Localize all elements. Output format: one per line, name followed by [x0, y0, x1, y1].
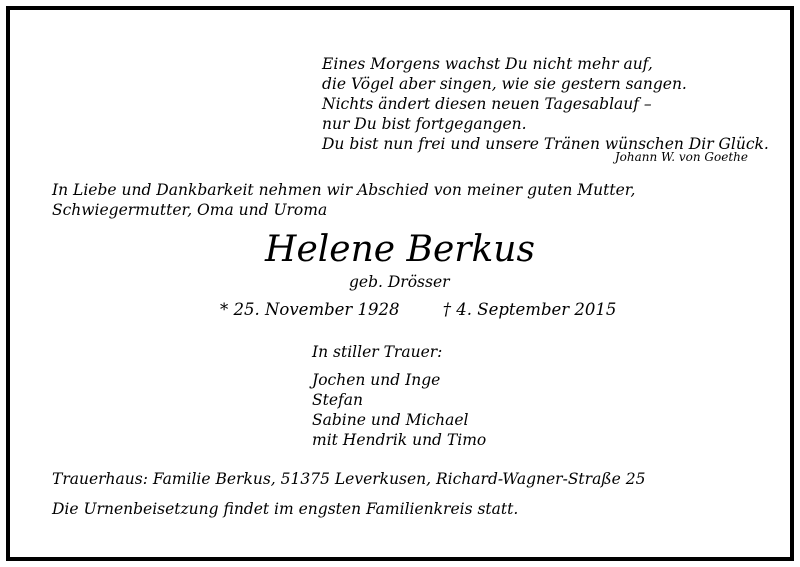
- mourner-name: Stefan: [312, 391, 363, 409]
- poem-attribution: Johann W. von Goethe: [614, 150, 748, 164]
- maiden-name: geb. Drösser: [349, 273, 450, 291]
- life-dates: [220, 299, 616, 321]
- mourners-block: [312, 342, 486, 450]
- burial-note: Die Urnenbeisetzung findet im engsten Familienkreis statt.: [52, 500, 519, 518]
- mourner-name: Jochen und Inge: [312, 371, 441, 389]
- poem: [322, 54, 769, 154]
- mourners-heading: In stiller Trauer:: [312, 343, 443, 361]
- poem-line: Du bist nun frei und unsere Tränen wünschen Dir Glück.: [322, 135, 769, 153]
- poem-line: Nichts ändert diesen neuen Tagesablauf –: [322, 95, 652, 113]
- poem-line: Eines Morgens wachst Du nicht mehr auf,: [322, 55, 653, 73]
- birth-date: * 25. November 1928: [220, 300, 400, 319]
- deceased-name: Helene Berkus: [265, 229, 535, 270]
- funeral-home-address: Trauerhaus: Familie Berkus, 51375 Leverkusen, Richard-Wagner-Straße 25: [52, 470, 646, 488]
- intro-text: In Liebe und Dankbarkeit nehmen wir Abschied von meiner guten Mutter, Schwiegermutter, Oma und Uroma: [52, 181, 636, 219]
- mourner-name: mit Hendrik und Timo: [312, 431, 487, 449]
- poem-line: nur Du bist fortgegangen.: [322, 115, 527, 133]
- mourner-name: Sabine und Michael: [312, 411, 469, 429]
- death-date: † 4. September 2015: [442, 300, 617, 319]
- poem-line: die Vögel aber singen, wie sie gestern sangen.: [322, 75, 687, 93]
